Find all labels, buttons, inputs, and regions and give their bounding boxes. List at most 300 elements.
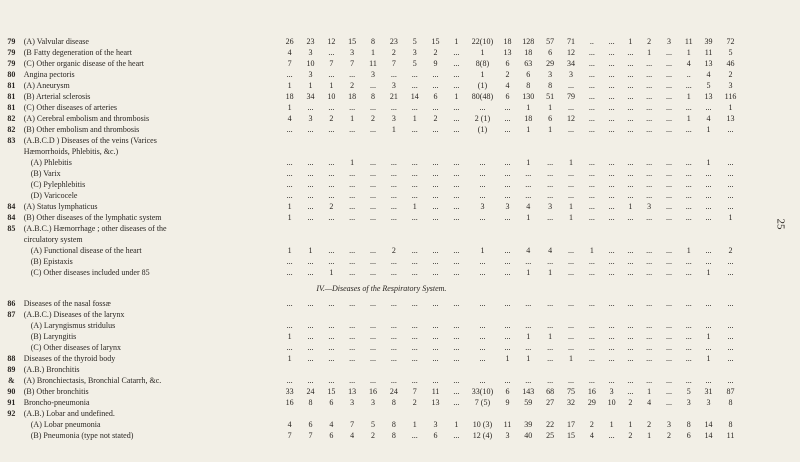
row-description: (B) Arterial sclerosis <box>23 92 91 101</box>
table-cell: ... <box>328 125 335 134</box>
table-cell: 2 <box>647 37 652 46</box>
row-code: 80 <box>7 70 16 79</box>
table-cell: ... <box>608 257 615 266</box>
table-cell: ... <box>608 246 615 255</box>
table-cell: ... <box>307 103 314 112</box>
table-cell: 13 <box>704 59 713 68</box>
table-cell <box>321 223 342 234</box>
section-heading-row-group <box>2 278 742 298</box>
table-cell: ... <box>504 213 511 222</box>
page-number: 25 <box>774 218 787 230</box>
table-cell: 1 <box>706 268 711 277</box>
table-cell: ... <box>568 257 575 266</box>
table-cell: ... <box>453 191 460 200</box>
table-cell: ... <box>608 59 615 68</box>
table-cell: ... <box>547 158 554 167</box>
table-cell: 12 <box>567 114 576 123</box>
table-cell: ... <box>411 354 418 363</box>
table-cell: ... <box>646 81 653 90</box>
table-cell: 1 <box>706 125 711 134</box>
table-cell: 2 <box>350 81 355 90</box>
table-cell: 1 <box>505 354 510 363</box>
table-cell: 9 <box>433 59 438 68</box>
table-cell: ... <box>479 268 486 277</box>
table-cell: ... <box>547 257 554 266</box>
table-cell: ... <box>665 180 672 189</box>
table-cell: 3 <box>706 398 711 407</box>
row-description: (A) Laryngismus stridulus <box>30 321 116 330</box>
table-cell: ... <box>665 48 672 57</box>
table-cell: 79 <box>567 92 576 101</box>
table-cell: 12 <box>567 48 576 57</box>
table-cell <box>581 146 602 157</box>
table-cell: ... <box>307 180 314 189</box>
table-cell <box>498 146 517 157</box>
table-cell: ... <box>627 191 634 200</box>
table-cell <box>425 135 446 146</box>
row-description: (A.B.) Bronchitis <box>23 365 80 374</box>
table-cell: 22(10) <box>471 37 494 46</box>
table-cell: 15 <box>431 37 440 46</box>
table-cell: ... <box>307 299 314 308</box>
table-cell: 24 <box>389 387 398 396</box>
table-cell: ... <box>504 158 511 167</box>
table-cell: ... <box>547 299 554 308</box>
table-cell: ... <box>307 257 314 266</box>
table-cell <box>581 234 602 245</box>
table-cell: 1 <box>371 48 376 57</box>
table-cell: ... <box>646 59 653 68</box>
table-cell: ... <box>547 169 554 178</box>
table-cell <box>540 408 561 419</box>
table-cell: 13 <box>348 387 357 396</box>
table-cell: 51 <box>546 92 555 101</box>
table-cell: 16 <box>285 398 294 407</box>
table-cell: 12 <box>327 37 336 46</box>
table-cell <box>540 223 561 234</box>
table-cell: ... <box>665 332 672 341</box>
table-cell: ... <box>727 169 734 178</box>
table-cell: ... <box>328 180 335 189</box>
table-cell: ... <box>349 246 356 255</box>
table-cell: ... <box>568 81 575 90</box>
table-cell <box>467 309 498 320</box>
table-cell: ... <box>608 299 615 308</box>
row-description: (A.B.) Lobar and undefined. <box>23 409 115 418</box>
row-code: 79 <box>7 37 16 46</box>
table-cell: 2 <box>412 398 417 407</box>
table-cell <box>602 309 621 320</box>
table-cell: 39 <box>704 37 713 46</box>
table-cell <box>363 146 384 157</box>
table-cell: 3 <box>666 37 671 46</box>
row-code: 87 <box>7 310 16 319</box>
table-cell: ... <box>588 191 595 200</box>
table-cell: 10 <box>327 92 336 101</box>
table-cell <box>342 223 363 234</box>
table-cell: ... <box>370 158 377 167</box>
table-cell: 8(8) <box>475 59 490 68</box>
table-cell <box>540 146 561 157</box>
table-cell: 14 <box>704 420 713 429</box>
table-cell: 1 <box>548 103 553 112</box>
table-cell: 1 <box>287 202 292 211</box>
row-code: 82 <box>7 114 16 123</box>
table-cell: ... <box>307 125 314 134</box>
table-cell: 6 <box>329 398 334 407</box>
table-cell <box>467 223 498 234</box>
table-cell: ... <box>453 158 460 167</box>
table-cell: ... <box>411 268 418 277</box>
table-cell: ... <box>627 114 634 123</box>
table-cell: ... <box>432 125 439 134</box>
table-cell: 4 <box>505 81 510 90</box>
table-cell <box>581 408 602 419</box>
table-cell <box>659 364 680 375</box>
table-cell: ... <box>665 299 672 308</box>
table-cell: 6 <box>526 70 531 79</box>
table-cell: 1 <box>350 158 355 167</box>
table-cell: ... <box>390 103 397 112</box>
table-cell: 3 <box>505 202 510 211</box>
table-cell: 2 <box>371 114 376 123</box>
table-cell: ... <box>328 213 335 222</box>
table-cell: 1 <box>480 70 485 79</box>
table-cell: ... <box>608 125 615 134</box>
table-cell <box>446 364 467 375</box>
row-code: & <box>8 376 15 385</box>
table-cell: ... <box>588 92 595 101</box>
table-cell <box>679 135 698 146</box>
row-code <box>2 146 21 157</box>
table-cell: 1 <box>287 213 292 222</box>
table-cell: ... <box>588 376 595 385</box>
table-cell <box>300 309 321 320</box>
table-cell: 63 <box>524 59 533 68</box>
table-cell <box>698 309 719 320</box>
table-cell <box>363 364 384 375</box>
table-cell: ... <box>627 354 634 363</box>
table-cell: ... <box>627 257 634 266</box>
table-cell: ... <box>727 257 734 266</box>
table-cell <box>621 364 640 375</box>
table-cell: ... <box>453 81 460 90</box>
table-cell: ... <box>432 202 439 211</box>
table-cell: ... <box>705 299 712 308</box>
table-cell: 1 <box>589 246 594 255</box>
table-cell <box>279 408 300 419</box>
row-description: circulatory system <box>23 235 83 244</box>
table-cell: 1 <box>628 202 633 211</box>
table-cell: (1) <box>477 125 488 134</box>
table-cell: ... <box>588 354 595 363</box>
table-cell: ... <box>453 299 460 308</box>
table-cell: 6 <box>505 92 510 101</box>
table-cell: 4 <box>647 398 652 407</box>
table-cell: ... <box>370 81 377 90</box>
table-cell: ... <box>608 92 615 101</box>
table-cell <box>698 223 719 234</box>
table-cell: ... <box>432 246 439 255</box>
table-cell: ... <box>588 213 595 222</box>
table-row <box>2 124 742 135</box>
table-cell: 1 <box>329 268 334 277</box>
table-cell: ... <box>411 321 418 330</box>
row-code: 89 <box>7 365 16 374</box>
table-cell: ... <box>705 202 712 211</box>
table-cell <box>517 146 540 157</box>
table-cell <box>621 135 640 146</box>
table-cell <box>363 223 384 234</box>
table-cell <box>561 223 582 234</box>
table-cell: 1 <box>526 268 531 277</box>
table-cell: ... <box>390 257 397 266</box>
table-cell: ... <box>685 191 692 200</box>
table-row <box>2 212 742 223</box>
table-cell: ... <box>525 191 532 200</box>
table-cell: ... <box>370 125 377 134</box>
table-cell: 1 <box>412 202 417 211</box>
table-cell: 2 <box>628 398 633 407</box>
table-cell: ... <box>568 332 575 341</box>
table-cell: ... <box>665 202 672 211</box>
table-cell: ... <box>453 321 460 330</box>
table-cell: 14 <box>410 92 419 101</box>
row-description: (A.B.C.D ) Diseases of the veins (Varices <box>23 136 157 145</box>
table-cell: ... <box>608 268 615 277</box>
table-cell: 4 <box>706 70 711 79</box>
table-cell: 3 <box>391 81 396 90</box>
table-cell: 3 <box>350 48 355 57</box>
table-cell: ... <box>685 257 692 266</box>
table-row <box>2 342 742 353</box>
table-cell: ... <box>665 213 672 222</box>
table-cell: ... <box>588 81 595 90</box>
table-cell: ... <box>370 257 377 266</box>
table-cell: 3 <box>371 398 376 407</box>
table-cell: ... <box>349 191 356 200</box>
table-cell: ... <box>453 332 460 341</box>
table-cell: ... <box>588 202 595 211</box>
table-cell: ... <box>390 213 397 222</box>
table-cell: ... <box>646 103 653 112</box>
table-cell <box>561 364 582 375</box>
table-cell: 5 <box>412 59 417 68</box>
table-cell: ... <box>286 299 293 308</box>
table-cell: 1 <box>569 354 574 363</box>
table-cell <box>698 146 719 157</box>
table-cell: ... <box>479 354 486 363</box>
row-description: (B Fatty degeneration of the heart <box>23 48 132 57</box>
table-cell: 18 <box>524 48 533 57</box>
table-cell: 18 <box>285 92 294 101</box>
table-cell: 1 <box>728 213 733 222</box>
row-description: Diseases of the nasal fossæ <box>23 299 111 308</box>
row-description: (A.B.C.) Hæmorrhage ; other diseases of the <box>23 224 167 233</box>
table-cell: ... <box>685 169 692 178</box>
table-cell: ... <box>547 376 554 385</box>
table-cell: 2 <box>589 420 594 429</box>
table-cell: ... <box>453 268 460 277</box>
table-cell: ... <box>665 191 672 200</box>
section-heading: IV.—Diseases of the Respiratory System. <box>316 283 447 293</box>
table-cell: ... <box>646 125 653 134</box>
table-cell: 1 <box>454 37 459 46</box>
table-cell: ... <box>646 354 653 363</box>
table-cell: ... <box>727 321 734 330</box>
section-heading-row <box>2 278 742 298</box>
table-cell: 21 <box>389 92 398 101</box>
table-cell: 14 <box>704 431 713 440</box>
table-cell: 3 <box>412 48 417 57</box>
table-cell: ... <box>370 354 377 363</box>
table-cell: ... <box>286 343 293 352</box>
table-cell: ... <box>349 202 356 211</box>
table-cell: ... <box>665 321 672 330</box>
row-code: 88 <box>7 354 16 363</box>
table-cell: ... <box>390 191 397 200</box>
table-cell: 1 <box>412 420 417 429</box>
table-cell: ... <box>479 332 486 341</box>
table-cell: 1 <box>454 420 459 429</box>
table-cell: 10 (3) <box>472 420 493 429</box>
table-cell: ... <box>453 398 460 407</box>
table-cell: ... <box>627 299 634 308</box>
table-cell: ... <box>370 268 377 277</box>
table-cell: ... <box>479 103 486 112</box>
table-cell: ... <box>608 213 615 222</box>
table-row <box>2 179 742 190</box>
table-cell: ... <box>432 70 439 79</box>
table-cell: ... <box>588 343 595 352</box>
table-cell: ... <box>727 354 734 363</box>
table-cell: ... <box>504 376 511 385</box>
table-cell: ... <box>568 191 575 200</box>
table-cell: 1 <box>287 332 292 341</box>
row-code: 82 <box>7 125 16 134</box>
table-cell: ... <box>665 169 672 178</box>
table-cell: ... <box>525 257 532 266</box>
table-cell <box>363 408 384 419</box>
table-cell: 71 <box>567 37 576 46</box>
table-cell <box>679 309 698 320</box>
table-cell: ... <box>525 169 532 178</box>
table-cell <box>383 223 404 234</box>
table-cell: 3 <box>308 70 313 79</box>
table-row <box>2 320 742 331</box>
table-cell: ... <box>411 70 418 79</box>
table-cell: 1 <box>686 92 691 101</box>
table-cell: ... <box>608 180 615 189</box>
table-cell: 1 <box>308 246 313 255</box>
table-cell: ... <box>479 257 486 266</box>
table-row <box>2 223 742 234</box>
table-cell: 3 <box>548 70 553 79</box>
table-cell: ... <box>705 376 712 385</box>
table-cell: 1 <box>706 332 711 341</box>
table-cell: 4 <box>706 114 711 123</box>
table-cell <box>659 408 680 419</box>
row-description: Angina pectoris <box>23 70 75 79</box>
table-cell: ... <box>727 158 734 167</box>
table-cell: ... <box>588 158 595 167</box>
table-cell: 11 <box>726 431 735 440</box>
table-cell: 8 <box>526 81 531 90</box>
table-cell: 2 <box>329 202 334 211</box>
table-cell: ... <box>588 332 595 341</box>
table-cell: ... <box>453 103 460 112</box>
table-cell <box>659 146 680 157</box>
row-description: (A) Valvular disease <box>23 37 89 46</box>
row-code: 81 <box>7 92 16 101</box>
table-row <box>2 69 742 80</box>
table-cell: ... <box>665 257 672 266</box>
table-cell <box>383 135 404 146</box>
table-cell: 12 (4) <box>472 431 493 440</box>
table-cell: ... <box>307 332 314 341</box>
table-cell: 8 <box>308 398 313 407</box>
table-cell: ... <box>432 191 439 200</box>
table-cell <box>446 408 467 419</box>
table-cell: 5 <box>728 48 733 57</box>
table-cell: ... <box>588 114 595 123</box>
table-cell: ... <box>432 81 439 90</box>
table-cell: 5 <box>706 81 711 90</box>
row-description: (A) Aneurysm <box>23 81 70 90</box>
table-cell: ... <box>646 376 653 385</box>
table-cell: ... <box>608 103 615 112</box>
table-cell <box>679 234 698 245</box>
table-cell: ... <box>370 202 377 211</box>
table-cell <box>719 234 742 245</box>
table-cell <box>404 223 425 234</box>
table-cell: ... <box>646 92 653 101</box>
table-cell: 2 <box>647 420 652 429</box>
table-cell: ... <box>328 299 335 308</box>
table-cell: 8 <box>728 420 733 429</box>
table-cell: ... <box>608 376 615 385</box>
table-cell: ... <box>504 125 511 134</box>
table-cell: ... <box>432 103 439 112</box>
table-cell: ... <box>349 180 356 189</box>
table-cell <box>446 223 467 234</box>
table-cell: ... <box>568 343 575 352</box>
table-cell: 10 <box>306 59 315 68</box>
row-description: (B) Other diseases of the lymphatic system <box>23 213 162 222</box>
table-cell: 130 <box>522 92 535 101</box>
table-cell <box>698 364 719 375</box>
table-cell <box>602 408 621 419</box>
table-cell: ... <box>646 70 653 79</box>
table-cell: 31 <box>704 387 713 396</box>
table-cell <box>383 234 404 245</box>
row-code <box>2 267 21 278</box>
table-cell <box>698 408 719 419</box>
table-cell: ... <box>727 125 734 134</box>
table-cell: ... <box>328 48 335 57</box>
row-code <box>2 331 21 342</box>
table-cell: ... <box>390 202 397 211</box>
table-cell: ... <box>370 246 377 255</box>
table-cell: ... <box>286 191 293 200</box>
table-cell <box>425 309 446 320</box>
table-cell: 13 <box>726 114 735 123</box>
table-cell: ... <box>390 321 397 330</box>
row-description: Hæmorrhoids, Phlebitis, &c.) <box>23 147 119 156</box>
table-cell: 6 <box>505 59 510 68</box>
table-cell: 3 <box>480 202 485 211</box>
table-cell: ... <box>479 180 486 189</box>
